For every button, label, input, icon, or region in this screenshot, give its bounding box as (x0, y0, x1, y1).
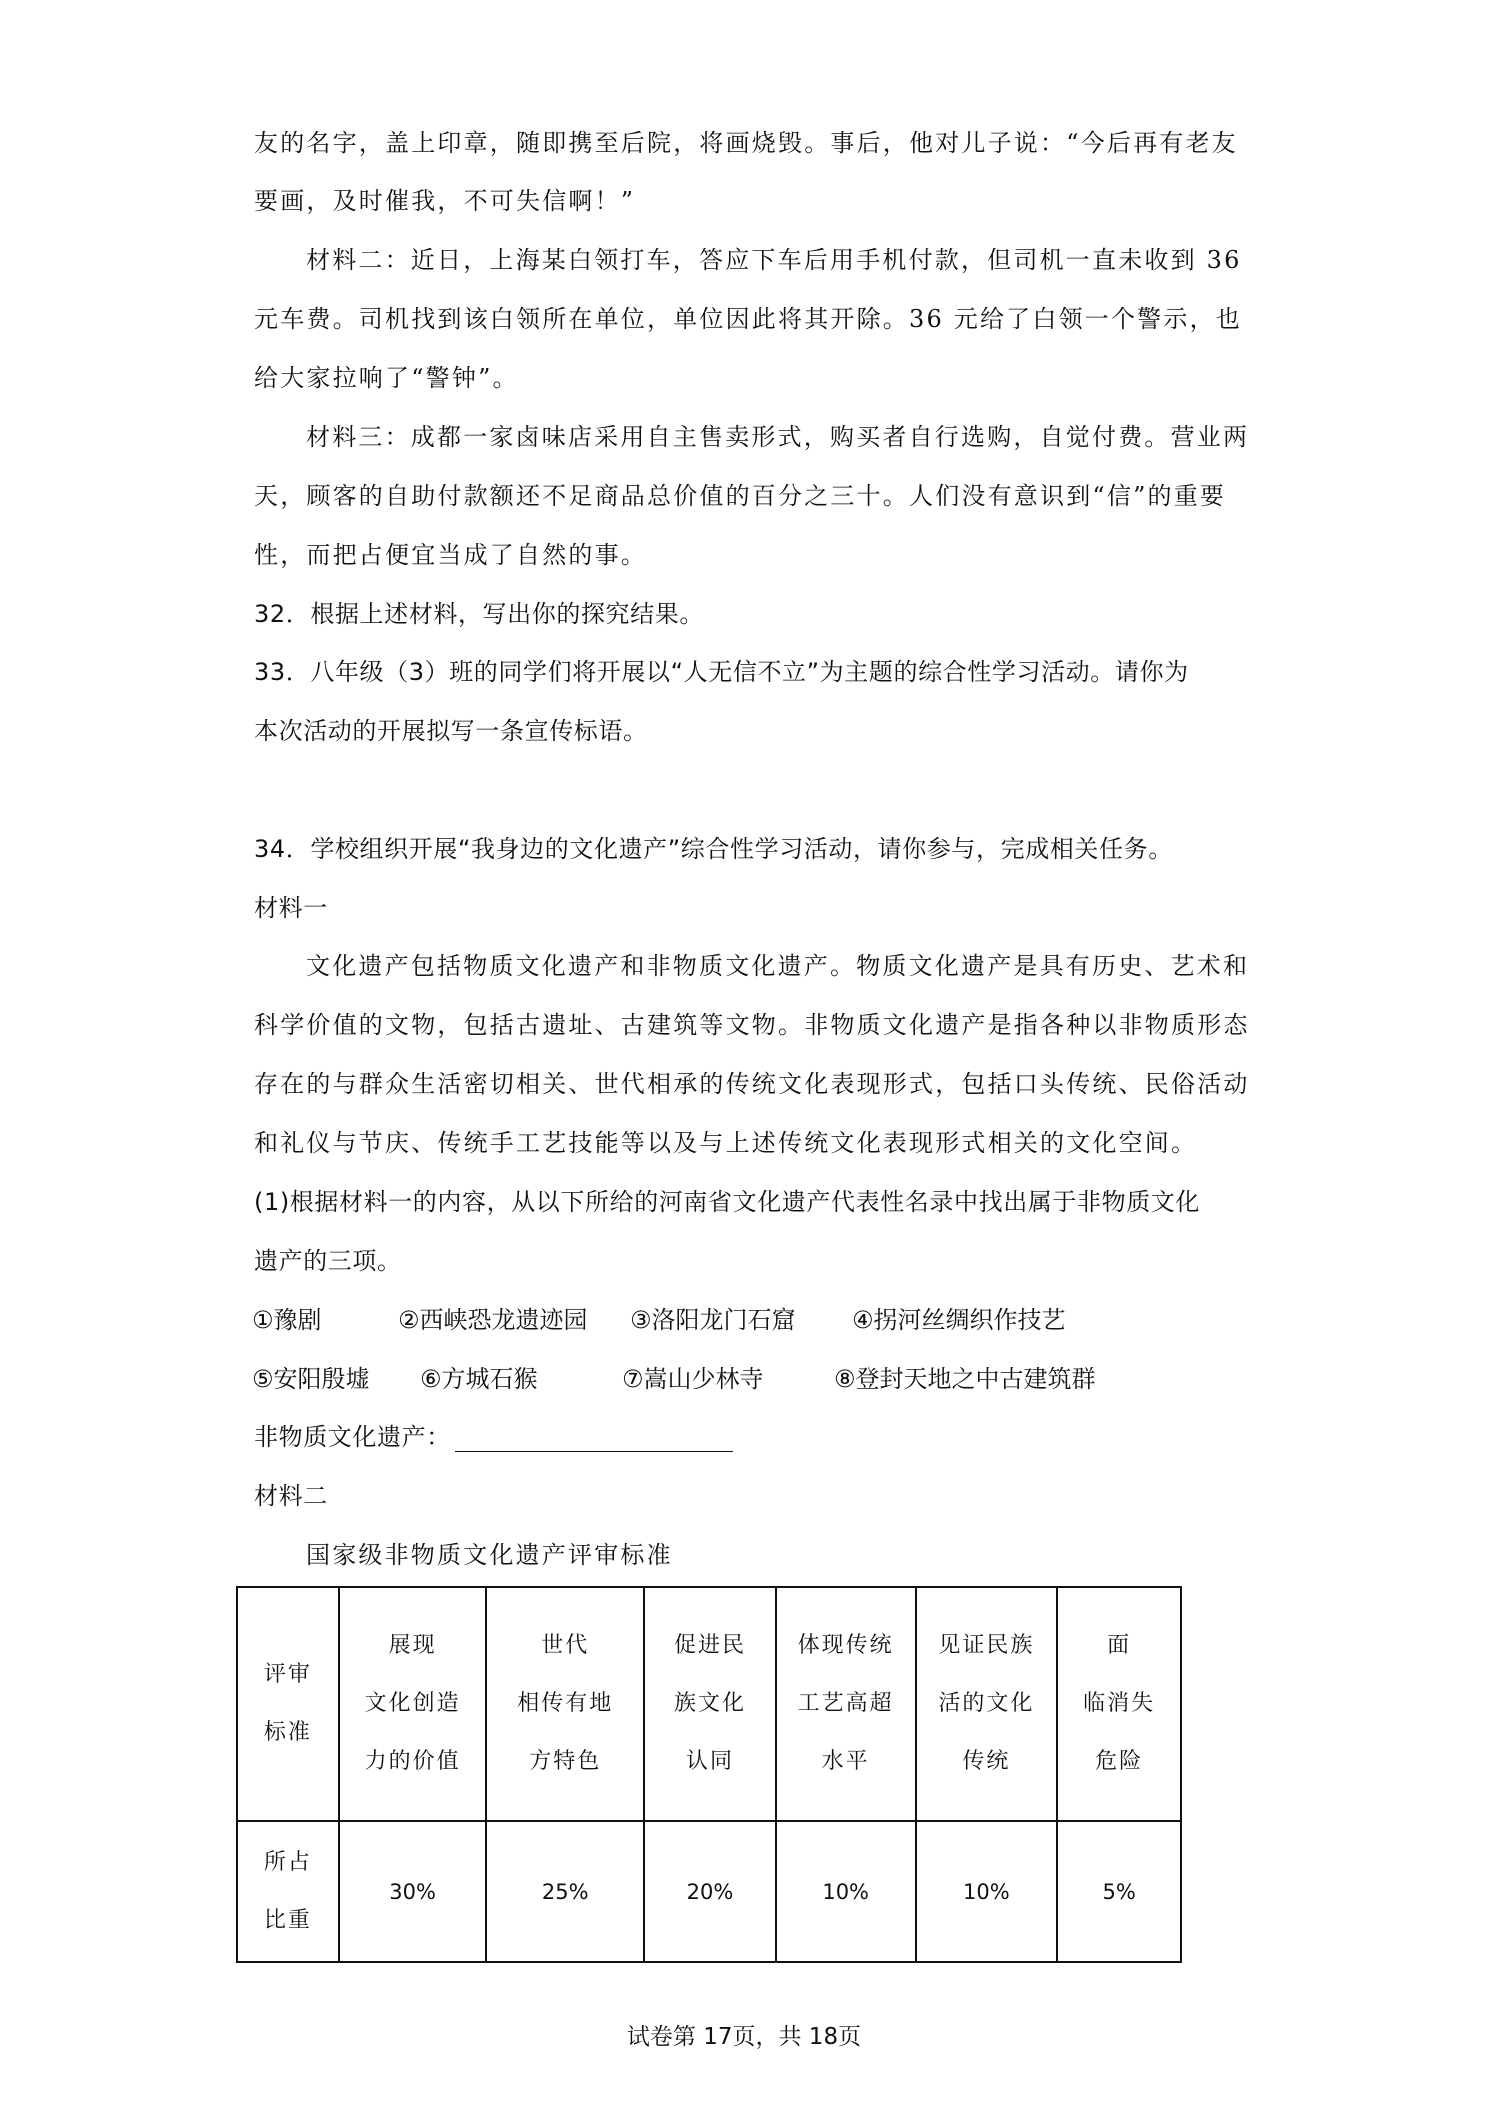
cell-line: 临消失 (1083, 1691, 1156, 1716)
para2-line1: 材料二：近日，上海某白领打车，答应下车后用手机付款，但司机一直未收到 36 (306, 246, 1242, 274)
para1-line1: 友的名字，盖上印章，随即携至后院，将画烧毁。事后，他对儿子说：“今后再有老友 (254, 129, 1238, 157)
question-32: 32．根据上述材料，写出你的探究结果。 (254, 600, 704, 628)
option-item: ①豫剧 (252, 1306, 322, 1334)
cell-line: 危险 (1095, 1749, 1144, 1774)
cell-line: 世代 (541, 1633, 590, 1658)
option-item: ②西峡恐龙遗迹园 (398, 1306, 588, 1334)
cell-line: 方特色 (529, 1749, 602, 1774)
table-row (237, 1821, 1181, 1962)
cell-line: 文化创造 (364, 1691, 461, 1716)
cell-line: 展现 (388, 1633, 437, 1658)
weight-cell: 30% (339, 1821, 487, 1962)
material1-line4: 和礼仪与节庆、传统手工艺技能等以及与上述传统文化表现形式相关的文化空间。 (254, 1129, 1198, 1157)
cell-line: 族文化 (673, 1691, 746, 1716)
para2-line3: 给大家拉响了“警钟”。 (254, 364, 519, 392)
weight-cell: 5% (1057, 1821, 1181, 1962)
answer-label: 非物质文化遗产： (254, 1423, 451, 1451)
criteria-cell (486, 1587, 644, 1821)
option-item: ⑤安阳殷墟 (252, 1365, 370, 1393)
cell-line: 面 (1107, 1633, 1132, 1658)
criteria-cell (1057, 1587, 1181, 1821)
material1-line3: 存在的与群众生活密切相关、世代相承的传统文化表现形式，包括口头传统、民俗活动 (254, 1070, 1250, 1098)
para3-line3: 性，而把占便宜当成了自然的事。 (254, 541, 647, 569)
weight-cell: 10% (916, 1821, 1058, 1962)
question-34: 34．学校组织开展“我身边的文化遗产”综合性学习活动，请你参与，完成相关任务。 (254, 835, 1173, 863)
cell-line: 工艺高超 (797, 1691, 894, 1716)
cell-line: 认同 (685, 1749, 734, 1774)
cell-line: 活的文化 (938, 1691, 1035, 1716)
material1-line2: 科学价值的文物，包括古遗址、古建筑等文物。非物质文化遗产是指各种以非物质形态 (254, 1011, 1250, 1039)
table-title: 国家级非物质文化遗产评审标准 (306, 1541, 673, 1569)
cell-line: 标准 (263, 1720, 312, 1745)
cell-line: 力的价值 (364, 1749, 461, 1774)
criteria-cell (776, 1587, 916, 1821)
subquestion-1-line2: 遗产的三项。 (254, 1247, 402, 1275)
para3-line2: 天，顾客的自助付款额还不足商品总价值的百分之三十。人们没有意识到“信”的重要 (254, 482, 1227, 510)
answer-row (254, 1422, 1244, 1452)
material1-line1: 文化遗产包括物质文化遗产和非物质文化遗产。物质文化遗产是具有历史、艺术和 (306, 952, 1250, 980)
criteria-cell (916, 1587, 1058, 1821)
para1-line2: 要画，及时催我，不可失信啊！” (254, 187, 636, 215)
table-header-cell (237, 1821, 339, 1962)
cell-line: 见证民族 (938, 1633, 1035, 1658)
answer-blank[interactable] (455, 1429, 733, 1452)
table-row (237, 1587, 1181, 1821)
question-33-line1: 33．八年级（3）班的同学们将开展以“人无信不立”为主题的综合性学习活动。请你为 (254, 658, 1189, 686)
question-33-line2: 本次活动的开展拟写一条宣传标语。 (254, 717, 648, 745)
criteria-cell (644, 1587, 776, 1821)
cell-line: 水平 (821, 1749, 870, 1774)
material1-label: 材料一 (254, 894, 328, 922)
cell-line: 促进民 (673, 1633, 746, 1658)
material2-label: 材料二 (254, 1482, 328, 1510)
page-footer: 试卷第 17页，共 18页 (626, 2024, 862, 2050)
option-item: ⑧登封天地之中古建筑群 (834, 1365, 1096, 1393)
weight-cell: 10% (776, 1821, 916, 1962)
cell-line: 所占 (263, 1849, 312, 1875)
option-item: ④拐河丝绸织作技艺 (852, 1306, 1066, 1334)
cell-line: 评审 (263, 1662, 312, 1687)
option-item: ③洛阳龙门石窟 (630, 1306, 796, 1334)
cell-line: 体现传统 (797, 1633, 894, 1658)
subquestion-1-line1: (1)根据材料一的内容，从以下所给的河南省文化遗产代表性名录中找出属于非物质文化 (254, 1188, 1200, 1216)
para2-line2: 元车费。司机找到该白领所在单位，单位因此将其开除。36 元给了白领一个警示，也 (254, 305, 1242, 333)
table-header-cell (237, 1587, 339, 1821)
weight-cell: 25% (486, 1821, 644, 1962)
para3-line1: 材料三：成都一家卤味店采用自主售卖形式，购买者自行选购，自觉付费。营业两 (306, 423, 1250, 451)
option-item: ⑦嵩山少林寺 (622, 1365, 764, 1393)
criteria-table (236, 1586, 1182, 1963)
cell-line: 传统 (962, 1749, 1011, 1774)
cell-line: 相传有地 (517, 1691, 614, 1716)
criteria-cell (339, 1587, 487, 1821)
cell-line: 比重 (263, 1907, 312, 1933)
option-item: ⑥方城石猴 (420, 1365, 538, 1393)
weight-cell: 20% (644, 1821, 776, 1962)
